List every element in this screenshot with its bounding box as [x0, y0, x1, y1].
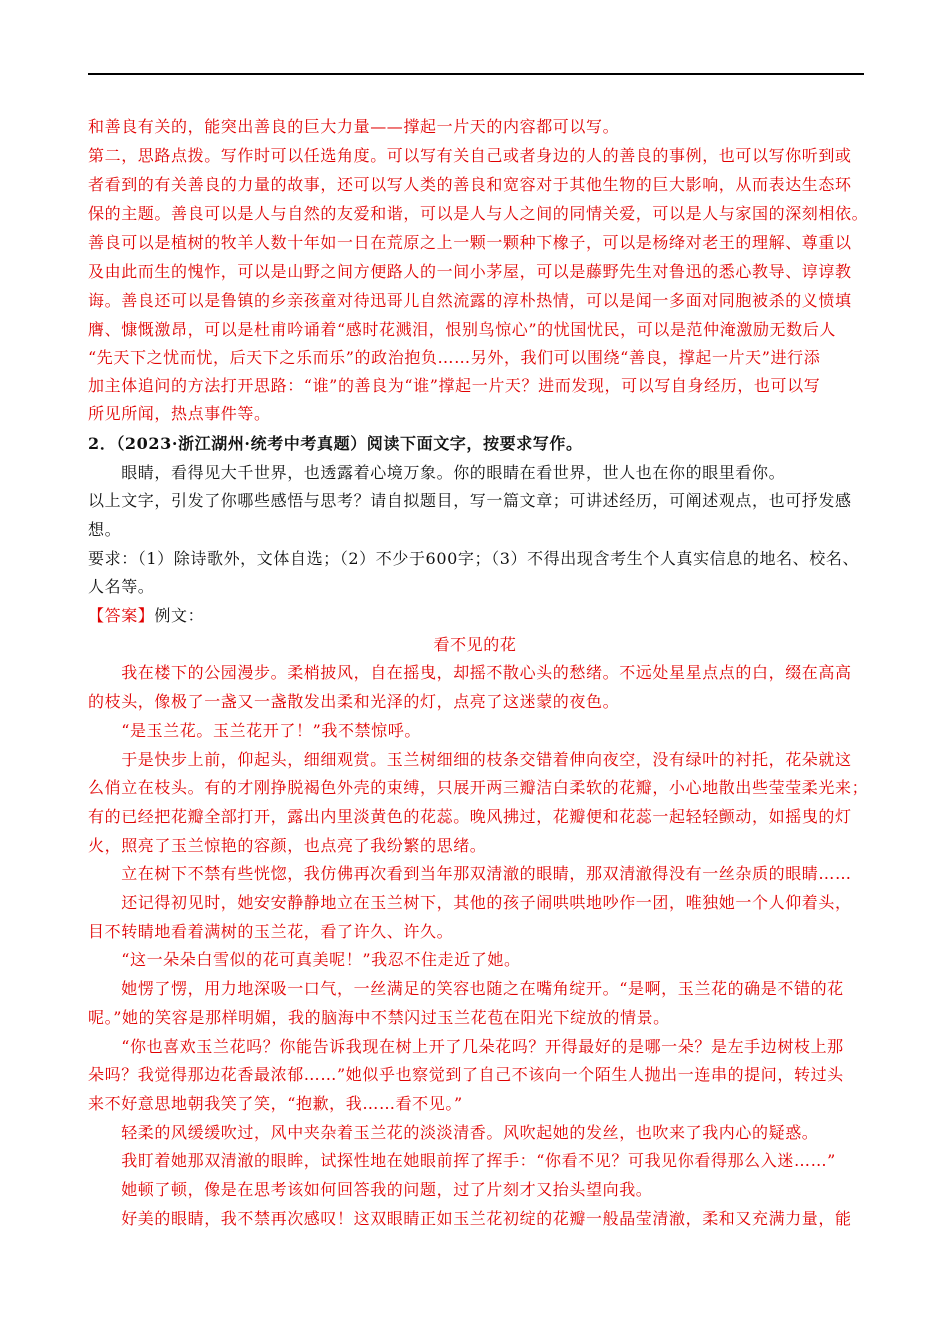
essay-line: 目不转睛地看着满树的玉兰花，看了许久、许久。 [88, 922, 454, 941]
essay-line: 有的已经把花瓣全部打开，露出内里淡黄色的花蕊。晚风拂过，花瓣便和花蕊一起轻轻颤动，如摇曳的灯 [88, 807, 852, 826]
essay-title: 看不见的花 [433, 635, 517, 654]
essay-line: 于是快步上前，仰起头，细细观赏。玉兰树细细的枝条交错着伸向夜空，没有绿叶的衬托，花朵就这 [88, 750, 852, 769]
question-heading: 2．（2023·浙江湖州·统考中考真题）阅读下面文字，按要求写作。 [88, 434, 583, 453]
essay-line: 来不好意思地朝我笑了笑，“抱歉，我……看不见。” [88, 1094, 463, 1113]
analysis-line: 善良可以是植树的牧羊人数十年如一日在荒原之上一颗一颗种下橡子，可以是杨绛对老王的理解、尊重以 [88, 233, 852, 252]
analysis-line: 膺、慷慨激昂，可以是杜甫吟诵着“感时花溅泪，恨别鸟惊心”的忧国忧民，可以是范仲淹激励无数后人 [88, 320, 836, 339]
analysis-line: “先天下之忧而忧，后天下之乐而乐”的政治抱负……另外，我们可以围绕“善良，撑起一片天”进行添 [88, 348, 821, 367]
essay-line: 么俏立在枝头。有的才刚挣脱褐色外壳的束缚，只展开两三瓣洁白柔软的花瓣，小心地散出些莹莹柔光来； [88, 778, 869, 797]
analysis-line: 第二，思路点拨。写作时可以任选角度。可以写有关自己或者身边的人的善良的事例，也可以写你听到或 [88, 146, 852, 165]
essay-line: 火，照亮了玉兰惊艳的容颜，也点亮了我纷繁的思绪。 [88, 836, 487, 855]
analysis-line: 加主体追问的方法打开思路：“谁”的善良为“谁”撑起一片天？进而发现，可以写自身经历，也可以写 [88, 376, 821, 395]
essay-line: 我在楼下的公园漫步。柔梢披风，自在摇曳，却摇不散心头的愁绪。不远处星星点点的白，缀在高高 [88, 663, 852, 682]
analysis-line: 所见所闻，热点事件等。 [88, 404, 271, 423]
essay-line: 还记得初见时，她安安静静地立在玉兰树下，其他的孩子闹哄哄地吵作一团，唯独她一个人仰着头， [88, 893, 852, 912]
prompt-line: 以上文字，引发了你哪些感悟与思考？请自拟题目，写一篇文章；可讲述经历，可阐述观点，也可抒发感 [88, 491, 852, 510]
essay-line: 我盯着她那双清澈的眼眸，试探性地在她眼前挥了挥手：“你看不见？可我见你看得那么入迷……” [88, 1151, 836, 1170]
answer-label-line [88, 606, 204, 626]
essay-line: “你也喜欢玉兰花吗？你能告诉我现在树上开了几朵花吗？开得最好的是哪一朵？是左手边树枝上那 [88, 1037, 844, 1056]
essay-line: 她顿了顿，像是在思考该如何回答我的问题，过了片刻才又抬头望向我。 [88, 1180, 653, 1199]
essay-line: 的枝头，像极了一盏又一盏散发出柔和光泽的灯，点亮了这迷蒙的夜色。 [88, 692, 620, 711]
analysis-line: 保的主题。善良可以是人与自然的友爱和谐，可以是人与人之间的同情关爱，可以是人与家国的深刻相依。 [88, 204, 869, 223]
prompt-line: 眼睛，看得见大千世界，也透露着心境万象。你的眼睛在看世界，世人也在你的眼里看你。 [88, 463, 786, 482]
essay-line: 轻柔的风缓缓吹过，风中夹杂着玉兰花的淡淡清香。风吹起她的发丝，也吹来了我内心的疑惑。 [88, 1123, 819, 1142]
essay-line: 立在树下不禁有些恍惚，我仿佛再次看到当年那双清澈的眼睛，那双清澈得没有一丝杂质的眼睛…… [88, 864, 852, 883]
analysis-line: 者看到的有关善良的力量的故事，还可以写人类的善良和宽容对于其他生物的巨大影响，从而表达生态环 [88, 175, 852, 194]
essay-line: 朵吗？我觉得那边花香最浓郁……”她似乎也察觉到了自己不该向一个陌生人抛出一连串的提问，转过头 [88, 1065, 844, 1084]
essay-line: “是玉兰花。玉兰花开了！”我不禁惊呼。 [88, 721, 421, 740]
essay-line: 她愣了愣，用力地深吸一口气，一丝满足的笑容也随之在嘴角绽开。“是啊，玉兰花的确是不错的花 [88, 979, 844, 998]
analysis-line: 和善良有关的，能突出善良的巨大力量——撑起一片天的内容都可以写。 [88, 117, 620, 136]
answer-label-suffix: 例文： [154, 606, 205, 625]
analysis-line: 诲。善良还可以是鲁镇的乡亲孩童对待迅哥儿自然流露的淳朴热情，可以是闻一多面对同胞被杀的义愤填 [88, 291, 852, 310]
prompt-line: 人名等。 [88, 577, 155, 596]
essay-line: 呢。”她的笑容是那样明媚，我的脑海中不禁闪过玉兰花苞在阳光下绽放的情景。 [88, 1008, 670, 1027]
prompt-line: 要求：（1）除诗歌外，文体自选；（2）不少于600字；（3）不得出现含考生个人真实信息的地名、校名、 [88, 549, 860, 568]
header-rule [88, 73, 864, 75]
essay-line: “这一朵朵白雪似的花可真美呢！”我忍不住走近了她。 [88, 950, 521, 969]
prompt-line: 想。 [88, 520, 122, 539]
essay-line: 好美的眼睛，我不禁再次感叹！这双眼睛正如玉兰花初绽的花瓣一般晶莹清澈，柔和又充满力量，能 [88, 1209, 852, 1228]
analysis-line: 及由此而生的愧怍，可以是山野之间方便路人的一间小茅屋，可以是藤野先生对鲁迅的悉心教导、谆谆教 [88, 262, 852, 281]
answer-label: 【答案】 [88, 606, 155, 625]
